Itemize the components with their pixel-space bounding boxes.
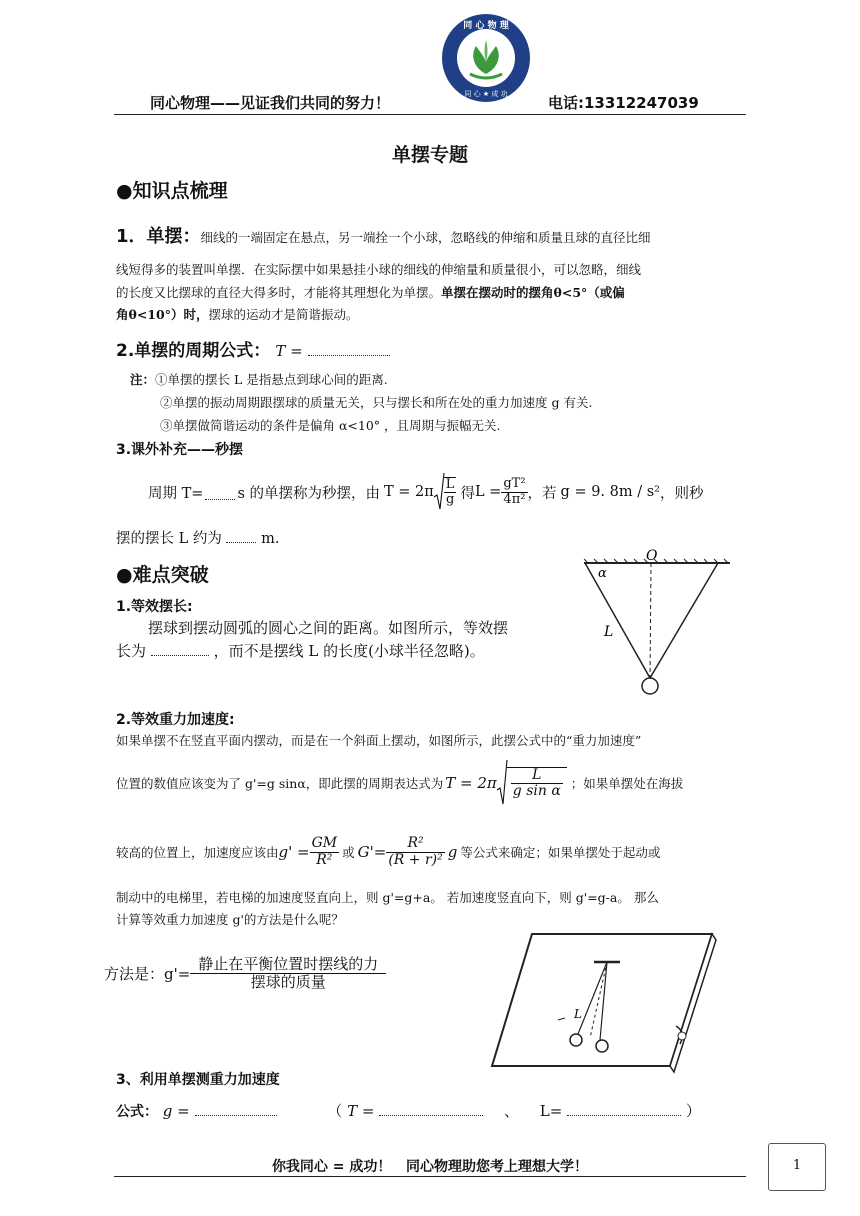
item3-frac-den: 4π² <box>503 491 526 507</box>
sub2-f1-left: g' = <box>278 843 310 861</box>
sub3-blank-t <box>379 1101 483 1116</box>
note-2: ②单摆的振动周期跟摆球的质量无关，只与摆长和所在处的重力加速度 g 有关. <box>160 395 593 410</box>
item2-formula: T = <box>275 342 303 360</box>
figure-incline-pendulum <box>490 930 720 1070</box>
item3-line2-a: 摆的摆长 L 约为 <box>116 531 222 547</box>
note-row-1 <box>130 368 592 391</box>
sub3-formula-line <box>116 1100 701 1121</box>
method-label: 方法是：g'= <box>104 964 191 983</box>
note-1: ①单摆的摆长 L 是指悬点到球心间的距离. <box>155 372 388 387</box>
item3-formula2: L = <box>474 484 502 500</box>
sub2-line1: 如果单摆不在竖直平面内摆动，而是在一个斜面上摆动，如图所示，此摆公式中的“重力加速度” <box>116 733 642 748</box>
fig2-label-l: L <box>574 1007 582 1021</box>
method-den: 摆球的质量 <box>250 972 326 991</box>
item3-sqrt-den: g <box>445 492 455 507</box>
header-phone: 电话:13312247039 <box>548 94 699 112</box>
sub1-line2-b: ，而不是摆线 L 的长度(小球半径忽略)。 <box>213 642 485 660</box>
sub2-line3-b: 等公式来确定；如果单摆处于起动或 <box>460 845 661 860</box>
section-heading-difficulties: ●难点突破 <box>116 564 209 586</box>
item1-text-1: 细线的一端固定在悬点，另一端拴一个小球，忽略线的伸缩和质量且球的直径比细 <box>200 230 651 245</box>
sub2-f2-g: g <box>447 843 458 861</box>
item3-sqrt-num: L <box>445 476 455 492</box>
item2-label: 2.单摆的周期公式： <box>116 341 271 361</box>
sub3-blank-l <box>567 1101 681 1116</box>
sub2-f2-left: G'= <box>357 843 387 861</box>
sub2-line2 <box>116 758 683 808</box>
item3-frac-num: gT² <box>503 476 526 492</box>
sub3-t: T = <box>347 1102 375 1120</box>
method-num: 静止在平衡位置时摆线的力 <box>190 956 386 974</box>
sub2-sqrt-num: L <box>511 768 563 784</box>
sub1-line2 <box>116 640 485 661</box>
item1-line2: 线短得多的装置叫单摆．在实际摆中如果悬挂小球的细线的伸缩量和质量很小，可以忽略，细线 <box>116 262 642 277</box>
sub2-line2-a: 位置的数值应该变为了 g'=g sinα，即此摆的周期表达式为 <box>116 776 444 791</box>
fig1-label-alpha: α <box>598 566 607 581</box>
sub2-f2-den: (R + r)² <box>388 851 443 868</box>
item3-line2-b: m. <box>261 531 280 547</box>
sub3-label: 3、利用单摆测重力加速度 <box>116 1072 280 1088</box>
sub2-line5: 计算等效重力加速度 g'的方法是什么呢？ <box>116 912 344 927</box>
sub2-f1-num: GM <box>311 835 338 852</box>
sub1-label: 1.等效摆长: <box>116 599 193 615</box>
item3-formula3: g = 9. 8m / s² <box>560 484 660 500</box>
footer-rule <box>114 1176 746 1177</box>
sub2-sqrt <box>497 760 567 806</box>
item3-sqrt <box>434 473 457 511</box>
sub3-formula-label: 公式： <box>116 1104 158 1120</box>
sub2-f1-den: R² <box>316 851 333 868</box>
logo-text-bottom: 同 心 ★ 成 功 <box>464 90 508 98</box>
item3-formula1: T = 2π <box>384 484 434 500</box>
item3-text-e: ，则秒 <box>659 485 704 502</box>
sub2-line4: 制动中的电梯里，若电梯的加速度竖直向上，则 g'=g+a。 若加速度竖直向下，则 g'=g-a。 那么 <box>116 890 659 905</box>
sub3-paren-close: ） <box>685 1102 701 1120</box>
sub3-paren-open: （ <box>327 1102 343 1120</box>
sub2-label: 2.等效重力加速度: <box>116 712 235 728</box>
item3-line2 <box>116 527 279 548</box>
notes-block <box>130 368 592 437</box>
sub1-line1: 摆球到摆动圆弧的圆心之间的距离。如图所示，等效摆 <box>148 619 509 637</box>
sub2-line2-b: ；如果单摆处在海拔 <box>570 776 684 791</box>
item2-line <box>116 336 390 361</box>
item3-text-c: 得 <box>460 485 475 502</box>
sub2-line3 <box>116 824 660 880</box>
section-heading-knowledge: ●知识点梳理 <box>116 180 228 202</box>
sub2-formula-t: T = 2π <box>445 774 497 792</box>
sub2-or: 或 <box>342 845 355 860</box>
note-label: 注： <box>130 372 156 387</box>
page-title: 单摆专题 <box>391 144 468 166</box>
item3-blank-length <box>226 528 256 543</box>
header-slogan: 同心物理——见证我们共同的努力！ <box>150 94 391 112</box>
sub2-line3-a: 较高的位置上，加速度应该由 <box>116 845 279 860</box>
item1-text-3b: 单摆在摆动时的摆角θ<5°（或偏 <box>441 285 625 300</box>
item3-text-b: s 的单摆称为秒摆，由 <box>237 485 380 502</box>
item3-text-a: 周期 T= <box>148 485 204 502</box>
item3-label: 3.课外补充——秒摆 <box>116 442 244 458</box>
sub2-sqrt-den: g sin α <box>512 783 561 799</box>
sub3-sep: 、 <box>504 1102 520 1120</box>
item1-line1 <box>116 222 756 250</box>
header-rule <box>114 114 746 115</box>
figure-cone-pendulum <box>582 548 732 700</box>
item3-blank-period <box>205 485 235 500</box>
item3-text-d: ，若 <box>527 485 557 502</box>
item1-line4 <box>116 302 358 327</box>
method-formula <box>104 956 386 990</box>
sub1-blank <box>151 641 209 656</box>
sub2-f2-num: R² <box>386 836 444 852</box>
item3-line1 <box>148 470 703 514</box>
page-number-box <box>768 1143 826 1191</box>
sub3-blank-g <box>195 1101 277 1116</box>
page-number: 1 <box>769 1158 825 1173</box>
fig1-label-l: L <box>604 624 614 640</box>
logo-text-top: 同 心 物 理 <box>463 21 509 31</box>
item1-text-4a: 角θ<10°）时， <box>116 307 209 322</box>
item1-text-3a: 的长度又比摆球的直径大得多时，才能将其理想化为单摆。 <box>116 285 442 300</box>
fig1-label-o: O <box>646 548 658 564</box>
sub3-l: L= <box>539 1102 563 1120</box>
item1-label: 1．单摆： <box>116 226 201 247</box>
logo <box>440 12 532 104</box>
item2-blank <box>308 341 390 356</box>
sub3-g: g = <box>162 1102 190 1120</box>
footer-slogan: 你我同心 = 成功！ 同心物理助您考上理想大学！ <box>271 1159 589 1175</box>
item1-text-4b: 摆球的运动才是简谐振动。 <box>208 307 359 322</box>
sub1-line2-a: 长为 <box>116 642 147 660</box>
note-3: ③单摆做简谐运动的条件是偏角 α<10° ，且周期与振幅无关. <box>160 418 501 433</box>
